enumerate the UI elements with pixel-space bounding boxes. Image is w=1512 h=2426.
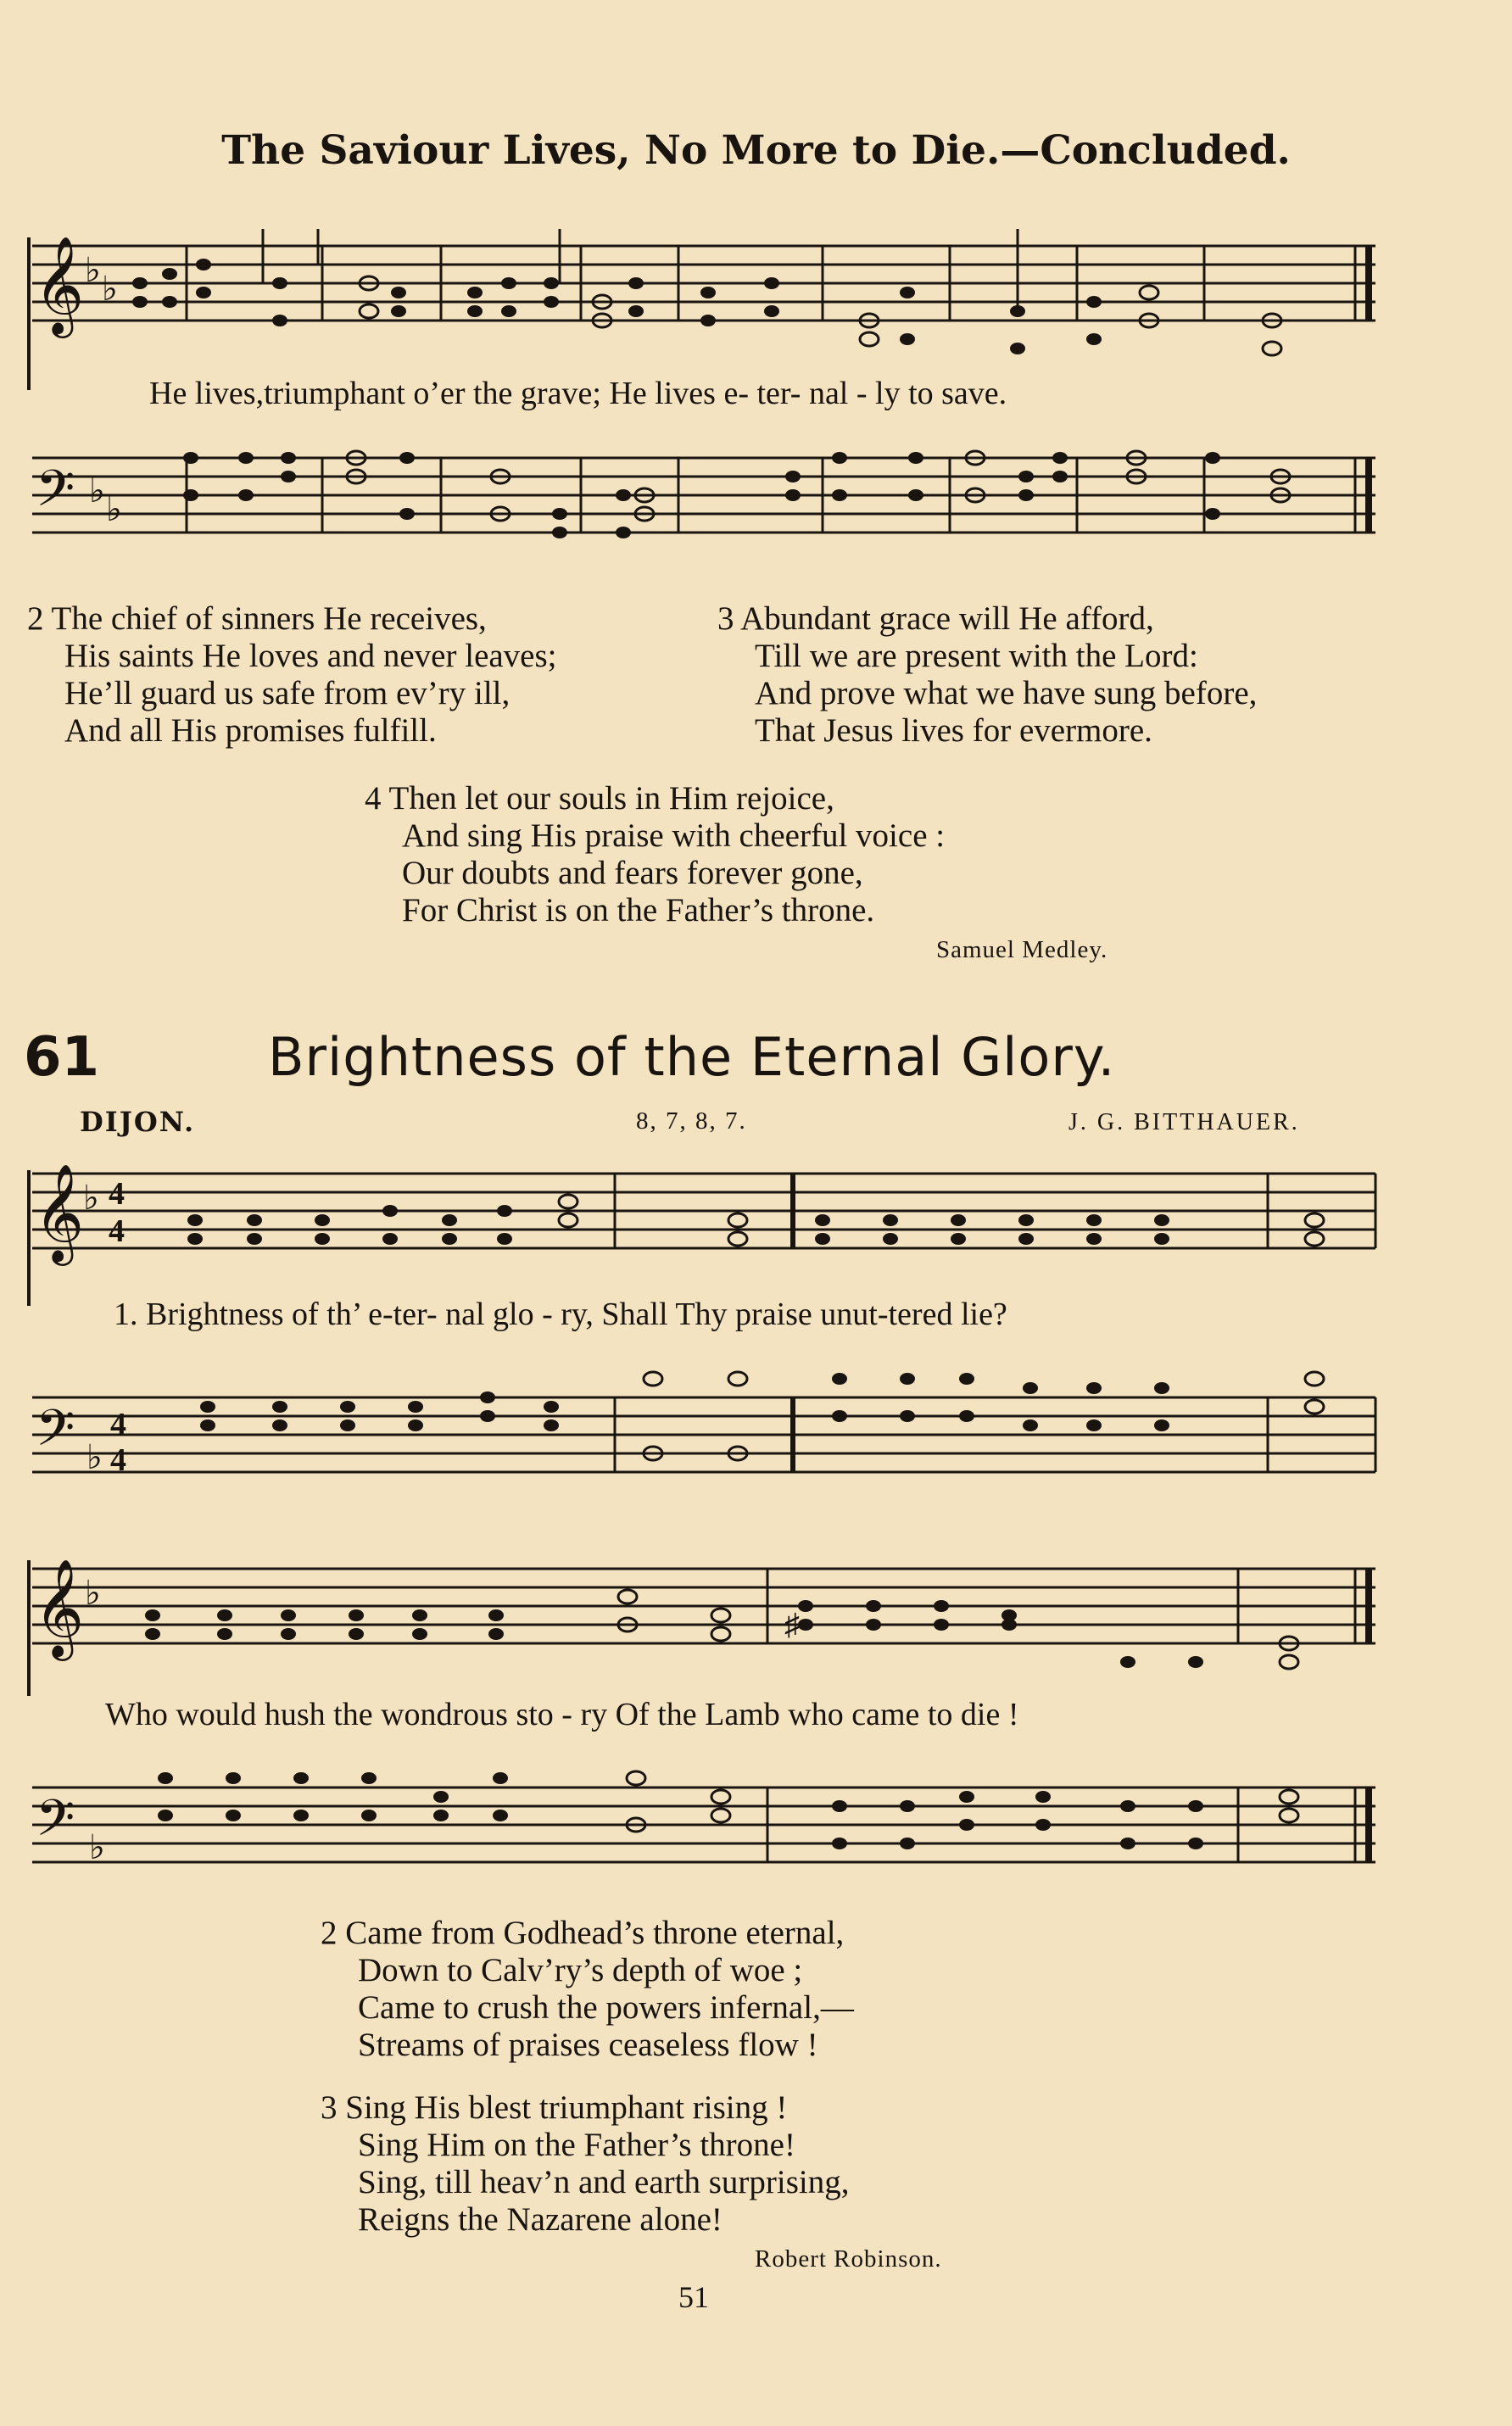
author-credit: Samuel Medley. bbox=[936, 936, 1108, 963]
page-number: 51 bbox=[678, 2280, 709, 2314]
flat-icon: ♭ bbox=[89, 1828, 105, 1866]
treble-clef-icon: 𝄞 bbox=[34, 1561, 85, 1655]
verse-line: And all His promises fulfill. bbox=[64, 712, 437, 749]
time-signature-top: 4 bbox=[110, 1407, 126, 1442]
tune-name: DIJON. bbox=[80, 1106, 196, 1138]
note-icon bbox=[158, 1772, 1203, 1849]
verse-line: 3 Sing His blest triumphant rising ! bbox=[321, 2089, 788, 2126]
verse-line: Sing Him on the Father’s throne! bbox=[358, 2127, 795, 2163]
lyric-line-61-2: Who would hush the wondrous sto - ry Of the Lamb who came to die ! bbox=[105, 1697, 1019, 1732]
treble-clef-icon: 𝄞 bbox=[34, 238, 85, 332]
note-icon bbox=[200, 1373, 1169, 1431]
verse-line: 4 Then let our souls in Him rejoice, bbox=[365, 780, 834, 817]
verse-line: 3 Abundant grace will He afford, bbox=[717, 600, 1154, 637]
page-header-title: The Saviour Lives, No More to Die.—Concluded. bbox=[221, 127, 1291, 174]
music-system-2-bass bbox=[25, 1357, 1382, 1501]
verse-line: Came to crush the powers infernal,— bbox=[358, 1989, 854, 2026]
verse-line: Till we are present with the Lord: bbox=[755, 638, 1198, 674]
hymn-number: 61 bbox=[24, 1026, 100, 1089]
music-system-3-bass bbox=[25, 1747, 1382, 1899]
lyric-line-61-1: 1. Brightness of th’ e-ter- nal glo - ry, Shall Thy praise unut-tered lie? bbox=[114, 1297, 1007, 1332]
flat-icon: ♭ bbox=[89, 471, 105, 510]
flat-icon: ♭ bbox=[85, 251, 101, 289]
verse-line: 2 The chief of sinners He receives, bbox=[27, 600, 487, 637]
verse-line: And sing His praise with cheerful voice : bbox=[402, 817, 946, 854]
bass-clef-icon: 𝄢 bbox=[36, 1791, 75, 1859]
music-system-2-treble bbox=[25, 1153, 1382, 1306]
time-signature-bottom: 4 bbox=[109, 1213, 125, 1249]
verse-line: Streams of praises ceaseless flow ! bbox=[358, 2027, 818, 2063]
verse-line: Our doubts and fears forever gone, bbox=[402, 855, 863, 891]
verse-line: 2 Came from Godhead’s throne eternal, bbox=[321, 1915, 845, 1951]
meter: 8, 7, 8, 7. bbox=[636, 1107, 747, 1135]
flat-icon: ♭ bbox=[106, 490, 122, 528]
verse-61-2 bbox=[321, 1915, 854, 2064]
lyric-line-top: He lives,triumphant o’er the grave; He lives e- ter- nal - ly to save. bbox=[149, 376, 1007, 411]
flat-icon: ♭ bbox=[83, 1179, 99, 1217]
note-icon bbox=[132, 259, 1102, 354]
verse-line: He’ll guard us safe from ev’ry ill, bbox=[64, 675, 511, 711]
verse-3 bbox=[717, 600, 1257, 750]
music-system-3-treble bbox=[25, 1543, 1382, 1696]
verse-line: And prove what we have sung before, bbox=[755, 675, 1258, 711]
verse-line: For Christ is on the Father’s throne. bbox=[402, 892, 875, 929]
time-signature-top: 4 bbox=[109, 1176, 125, 1212]
verse-4 bbox=[365, 780, 945, 929]
bass-clef-icon: 𝄢 bbox=[36, 1401, 75, 1469]
verse-line: Reigns the Nazarene alone! bbox=[358, 2201, 723, 2238]
flat-icon: ♭ bbox=[85, 1574, 101, 1612]
treble-clef-icon: 𝄞 bbox=[34, 1166, 85, 1260]
composer: J. G. BITTHAUER. bbox=[1068, 1109, 1300, 1135]
hymn-title: Brightness of the Eternal Glory. bbox=[268, 1026, 1116, 1088]
verse-line: His saints He loves and never leaves; bbox=[64, 638, 557, 674]
music-system-1-bass bbox=[25, 424, 1382, 568]
time-signature-bottom: 4 bbox=[110, 1442, 126, 1478]
flat-icon: ♭ bbox=[86, 1438, 103, 1476]
verse-line: That Jesus lives for evermore. bbox=[755, 712, 1152, 749]
verse-line: Down to Calv’ry’s depth of woe ; bbox=[358, 1952, 803, 1988]
music-system-1-treble bbox=[25, 229, 1382, 390]
author-credit-61: Robert Robinson. bbox=[755, 2245, 942, 2273]
sharp-icon: ♯ bbox=[784, 1608, 800, 1642]
verse-61-3 bbox=[321, 2089, 849, 2239]
flat-icon: ♭ bbox=[102, 270, 118, 308]
bass-clef-icon: 𝄢 bbox=[36, 461, 75, 529]
verse-2 bbox=[27, 600, 557, 750]
note-icon bbox=[145, 1600, 1203, 1668]
verse-line: Sing, till heav’n and earth surprising, bbox=[358, 2164, 850, 2200]
